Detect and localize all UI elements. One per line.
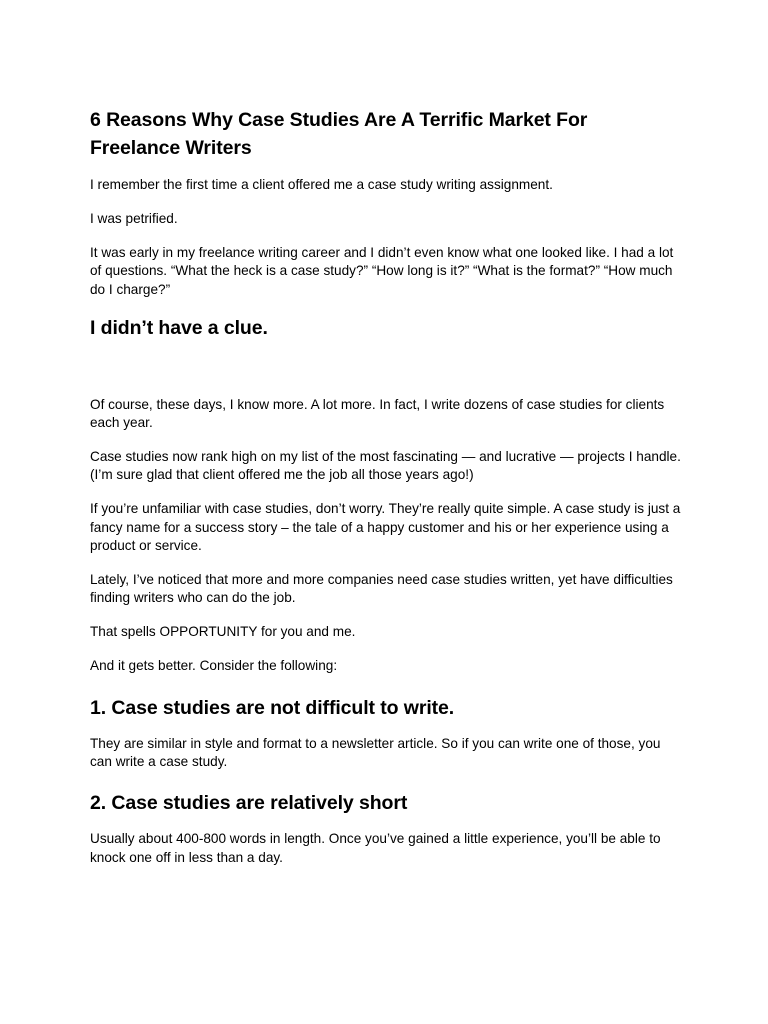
paragraph-first-time: I remember the first time a client offered me a case study writing assignment. — [90, 177, 553, 192]
paragraph-opportunity: That spells OPPORTUNITY for you and me. — [90, 624, 356, 640]
heading-reason-1: 1. Case studies are not difficult to write. — [90, 696, 455, 719]
paragraph-know-more: Of course, these days, I know more. A lot more. In fact, I write dozens of case studies for clients each year. — [90, 396, 665, 430]
paragraph-early-career: It was early in my freelance writing career and I didn’t even know what one looked like. I had a lot of questions. “What the heck is a case study?” “How long is it?” “What is the format?” “How much do I charge?” — [90, 244, 674, 297]
document-body — [90, 106, 682, 883]
document-title: 6 Reasons Why Case Studies Are A Terrific Market For Freelance Writers — [90, 109, 588, 159]
heading-reason-2: 2. Case studies are relatively short — [90, 792, 408, 815]
paragraph-petrified: I was petrified. — [90, 210, 178, 226]
paragraph-better: And it gets better. Consider the following: — [90, 658, 338, 674]
heading-clue: I didn’t have a clue. — [90, 316, 268, 339]
paragraph-rank-high: Case studies now rank high on my list of the most fascinating — and lucrative — projects I handle. (I’m sure glad that client offered me the job all those years ago!) — [90, 448, 681, 483]
paragraph-unfamiliar: If you’re unfamiliar with case studies, don’t worry. They’re really quite simple. A case study is just a fancy name for a success story – the tale of a happy customer and his or her experience using a product or service. — [90, 501, 681, 553]
paragraph-reason-2: Usually about 400-800 words in length. Once you’ve gained a little experience, you’ll be able to knock one off in less than a day. — [90, 831, 661, 865]
paragraph-lately: Lately, I’ve noticed that more and more companies need case studies written, yet have difficulties finding writers who can do the job. — [90, 571, 673, 606]
paragraph-reason-1: They are similar in style and format to a newsletter article. So if you can write one of those, you can write a case study. — [90, 735, 661, 769]
